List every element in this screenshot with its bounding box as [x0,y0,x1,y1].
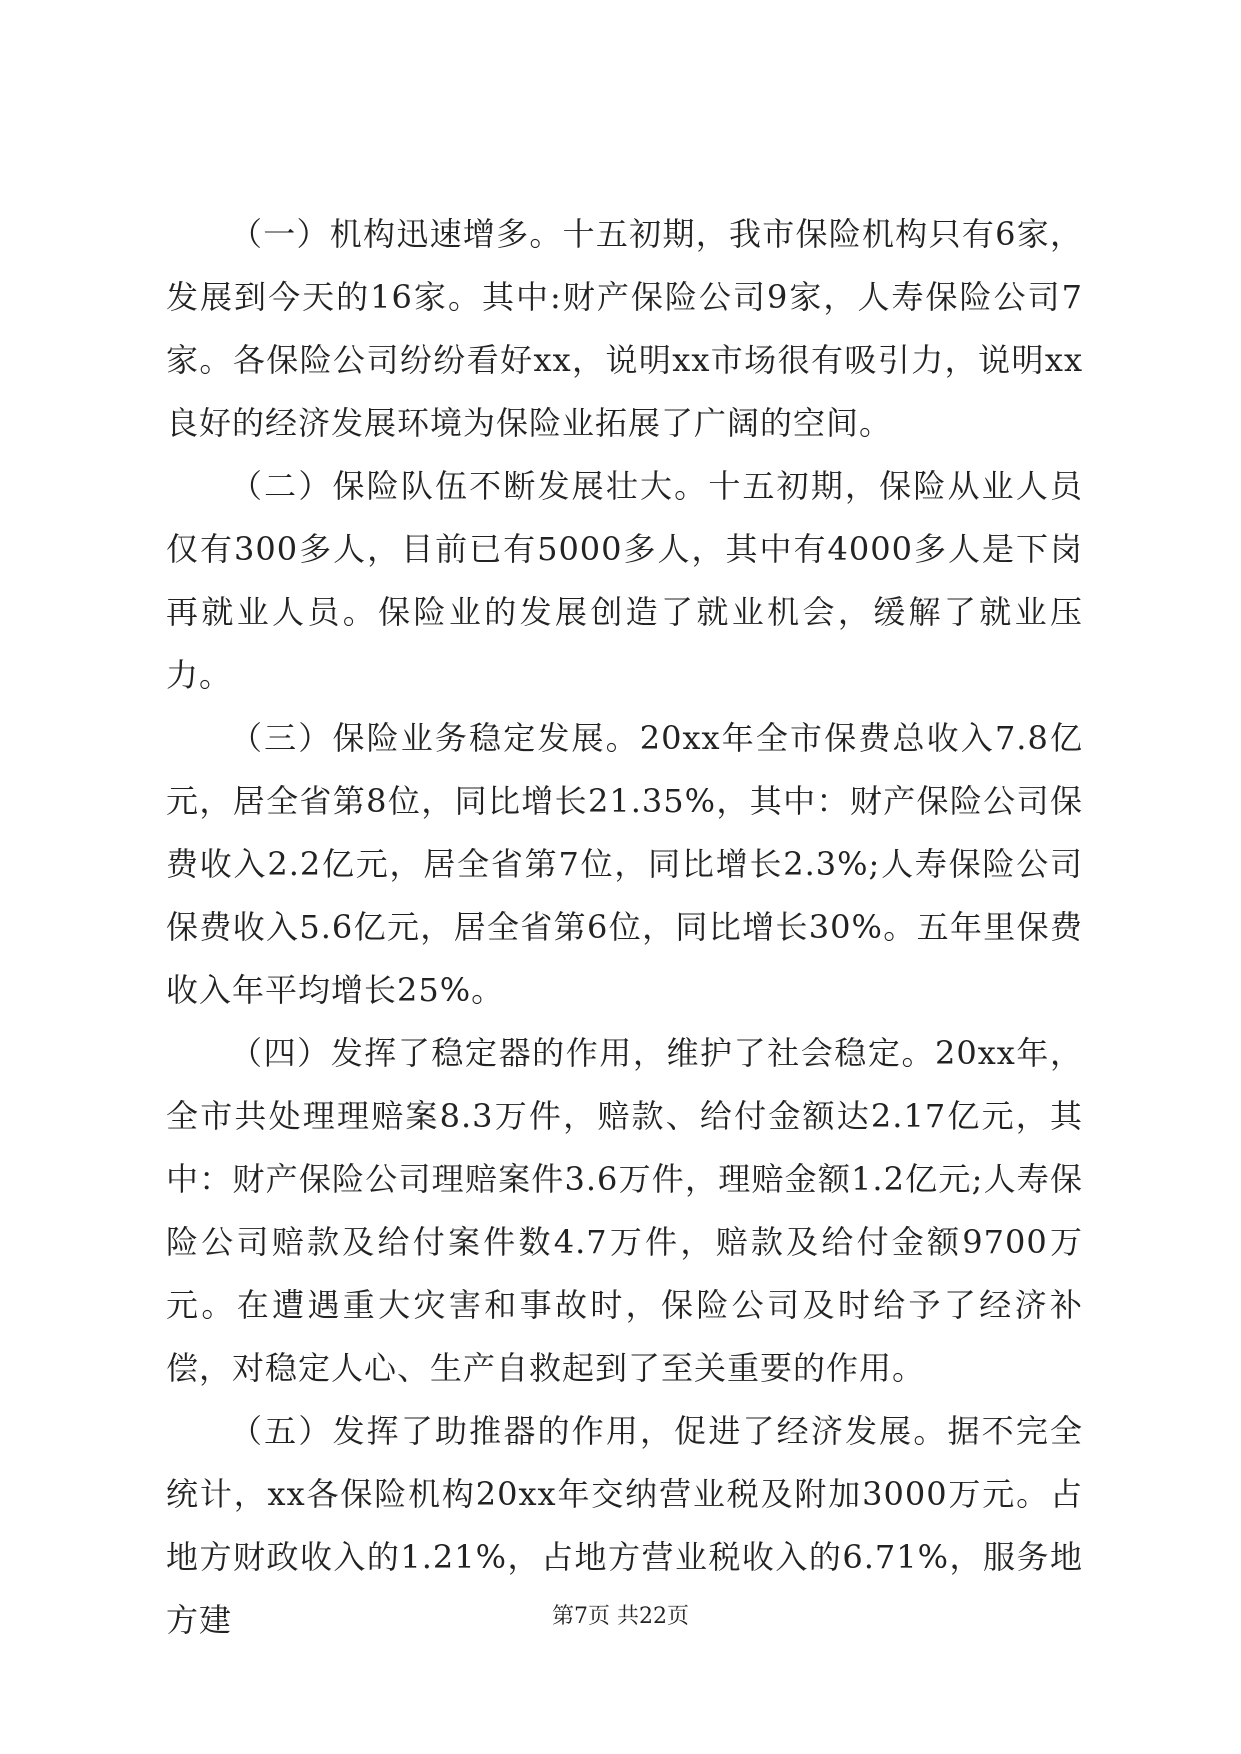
document-body [166,203,1083,1652]
paragraph-booster: （五）发挥了助推器的作用，促进了经济发展。据不完全统计，xx各保险机构20xx年交纳营业税及附加3000万元。占地方财政收入的1.21%，占地方营业税收入的6.71%，服务地方建 [166,1412,1083,1639]
paragraph-institutions: （一）机构迅速增多。十五初期，我市保险机构只有6家，发展到今天的16家。其中:财产保险公司9家，人寿保险公司7家。各保险公司纷纷看好xx，说明xx市场很有吸引力，说明xx良好的经济发展环境为保险业拓展了广阔的空间。 [166,215,1083,442]
paragraph-business-growth: （三）保险业务稳定发展。20xx年全市保费总收入7.8亿元，居全省第8位，同比增长21.35%，其中：财产保险公司保费收入2.2亿元，居全省第7位，同比增长2.3%;人寿保险公司保费收入5.6亿元，居全省第6位，同比增长30%。五年里保费收入年平均增长25%。 [166,719,1083,1009]
page-number-footer: 第7页 共22页 [552,1604,689,1629]
paragraph-workforce: （二）保险队伍不断发展壮大。十五初期，保险从业人员仅有300多人，目前已有5000多人，其中有4000多人是下岗再就业人员。保险业的发展创造了就业机会，缓解了就业压力。 [166,467,1083,694]
paragraph-stabilizer: （四）发挥了稳定器的作用，维护了社会稳定。20xx年，全市共处理理赔案8.3万件，赔款、给付金额达2.17亿元，其中：财产保险公司理赔案件3.6万件，理赔金额1.2亿元;人寿保险公司赔款及给付案件数4.7万件，赔款及给付金额9700万元。在遭遇重大灾害和事故时，保险公司及时给予了经济补偿，对稳定人心、生产自救起到了至关重要的作用。 [166,1034,1083,1387]
